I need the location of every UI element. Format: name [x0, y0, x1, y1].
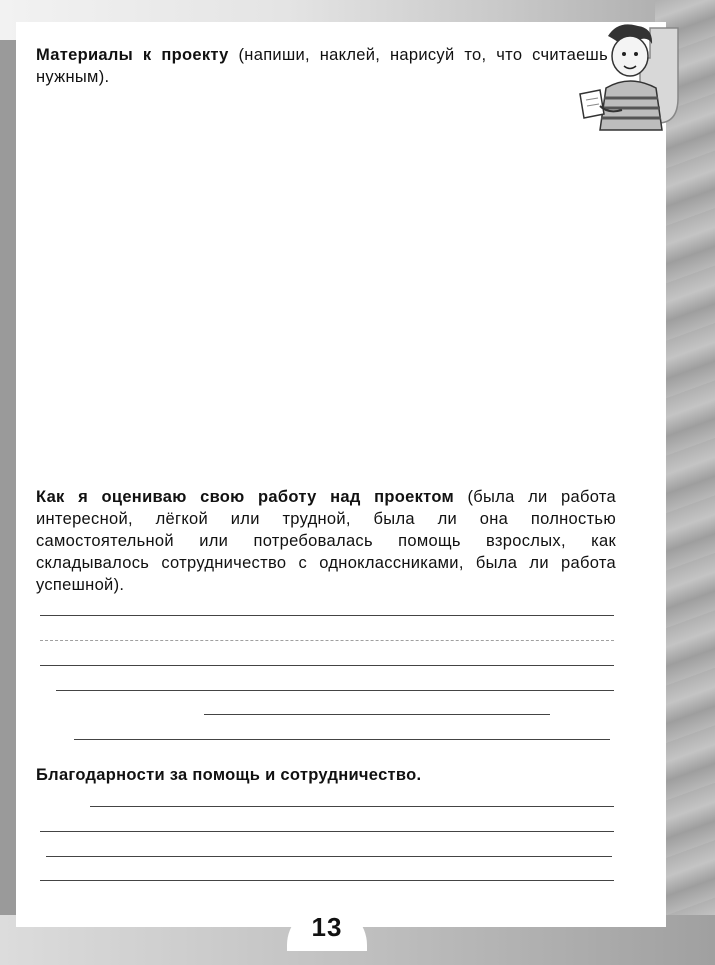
assessment-section: [36, 486, 616, 596]
page-number: 13: [311, 912, 343, 942]
answer-line[interactable]: [40, 615, 614, 616]
answer-line[interactable]: [204, 714, 550, 715]
materials-instruction: (напиши, наклей, нарисуй то, что считаешь нужным).: [36, 46, 608, 86]
answer-line[interactable]: [56, 690, 614, 691]
materials-section: [36, 44, 608, 88]
thanks-heading: Благодарности за помощь и сотрудничество.: [36, 766, 422, 784]
answer-line[interactable]: [40, 640, 614, 641]
answer-line[interactable]: [40, 831, 614, 832]
answer-line[interactable]: [40, 880, 614, 881]
answer-line[interactable]: [74, 739, 610, 740]
boy-character-illustration: [578, 18, 698, 138]
materials-heading: Материалы к проекту: [36, 46, 229, 64]
answer-line[interactable]: [40, 665, 614, 666]
workbook-page: [16, 22, 666, 927]
assessment-heading: Как я оцениваю свою работу над проектом: [36, 488, 455, 506]
answer-line[interactable]: [90, 806, 614, 807]
answer-line[interactable]: [46, 856, 612, 857]
assessment-instruction: (была ли работа интересной, лёгкой или трудной, была ли она полностью самостоятельной или потребовалась помощь взрослых, как складывалось сотрудничество с одноклассниками, была ли работа успешной).: [36, 488, 617, 594]
